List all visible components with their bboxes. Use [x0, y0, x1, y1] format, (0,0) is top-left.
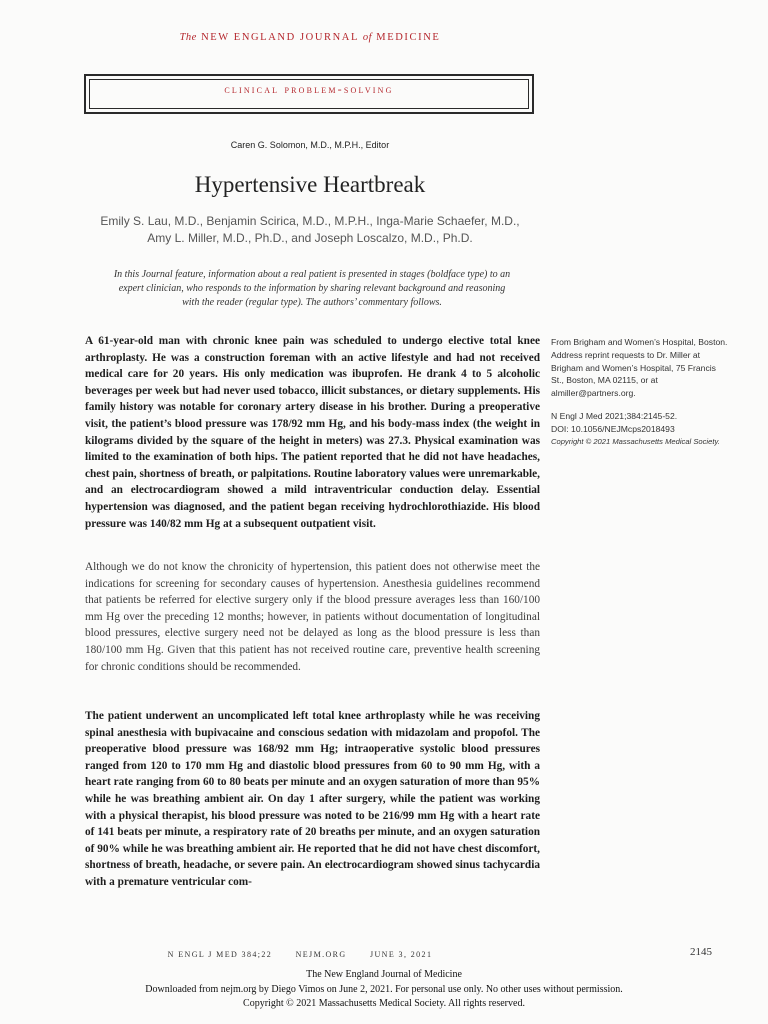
copyright-note: Copyright © 2021 Massachusetts Medical Society.	[551, 436, 720, 446]
journal-header	[0, 32, 620, 43]
journal-header-of: of	[362, 32, 373, 43]
author-line-2: Amy L. Miller, M.D., Ph.D., and Joseph Loscalzo, M.D., Ph.D.	[147, 231, 473, 245]
commentary-paragraph-1: Although we do not know the chronicity of hypertension, this patient does not otherwise meet the indications for screening for secondary causes of hypertension. Anesthesia guidelines recommend that patients be referred for elective surgery only if the blood pressure averages less than 160/100 mm Hg over the preceding 12 months; however, in patients without documentation of longitudinal blood pressures, elective surgery need not be delayed as long as the blood pressure is less than 180/100 mm Hg. Given that this patient has not received routine care, preventive health screening for chronic conditions should be recommended.	[85, 561, 540, 673]
affiliation-note: From Brigham and Women’s Hospital, Boston. Address reprint requests to Dr. Miller at Brigham and Women’s Hospital, 75 Francis St., Boston, MA 02115, or at almiller@partners.org.	[551, 337, 728, 399]
author-list	[60, 213, 560, 247]
feature-intro: In this Journal feature, information about a real patient is presented in stages (boldface type) to an expert clinician, who responds to the information by sharing relevant background and reasoning with the reader (regular type). The authors’ commentary follows.	[113, 269, 511, 308]
section-banner-inner	[89, 79, 529, 109]
download-notice	[0, 968, 768, 1012]
section-label: clinical problem-solving	[224, 81, 394, 96]
journal-header-name: NEW ENGLAND JOURNAL	[201, 32, 359, 43]
download-copyright: Copyright © 2021 Massachusetts Medical Society. All rights reserved.	[243, 998, 525, 1009]
case-paragraph-2: The patient underwent an uncomplicated left total knee arthroplasty while he was receiving spinal anesthesia with bupivacaine and conscious sedation with midazolam and propofol. The preoperative blood pressure was 168/92 mm Hg; intraoperative systolic blood pressures ranged from 120 to 170 mm Hg and diastolic blood pressures from 60 to 90 mm Hg, with a heart rate ranging from 60 to 80 beats per minute and an oxygen saturation of more than 95% while he was breathing ambient air. On day 1 after surgery, while the patient was working with a physical therapist, his blood pressure was noted to be 216/99 mm Hg with a heart rate of 141 beats per minute, a respiratory rate of 20 breaths per minute, and an oxygen saturation of 90% while he was breathing ambient air. He reported that he did not have chest discomfort, shortness of breath, headache, or severe pain. An electrocardiogram showed sinus tachycardia with a premature ventricular com-	[85, 710, 540, 888]
section-banner	[84, 74, 534, 114]
journal-header-the: The	[179, 32, 197, 43]
editor-credit: Caren G. Solomon, M.D., M.P.H., Editor	[230, 140, 390, 150]
doi: DOI: 10.1056/NEJMcps2018493	[551, 423, 675, 434]
journal-header-medicine: MEDICINE	[376, 32, 441, 43]
citation: N Engl J Med 2021;384:2145-52.	[551, 410, 678, 421]
footer-date: JUNE 3, 2021	[369, 950, 433, 959]
footer-site: NEJM.ORG	[295, 950, 347, 959]
running-footer	[0, 950, 600, 959]
author-line-1: Emily S. Lau, M.D., Benjamin Scirica, M.D., M.P.H., Inga-Marie Schaefer, M.D.,	[100, 214, 520, 228]
case-paragraph-1: A 61-year-old man with chronic knee pain was scheduled to undergo elective total knee arthroplasty. He was a construction foreman with an active lifestyle and had not received medical care for 20 years. His only medication was ibuprofen. He drank 4 to 5 alcoholic beverages per week but had never used tobacco, illicit substances, or dietary supplements. His family history was notable for coronary artery disease in his brother. During a preoperative visit, the patient’s blood pressure was 178/92 mm Hg, and his body-mass index (the weight in kilograms divided by the square of the height in meters) was 27.3. Physical examination was limited to the examination of both hips. The patient reported that he did not have headaches, chest pain, shortness of breath, or palpitations. Routine laboratory values were unremarkable, and an electrocardiogram showed a mild intraventricular conduction delay. Essential hypertension was diagnosed, and the patient began receiving hydrochlorothiazide. His blood pressure was 140/82 mm Hg at a subsequent outpatient visit.	[85, 335, 540, 530]
download-line: Downloaded from nejm.org by Diego Vimos on June 2, 2021. For personal use only. No other uses without permission.	[145, 983, 623, 995]
footer-citation: N ENGL J MED 384;22	[167, 950, 273, 959]
article-title: Hypertensive Heartbreak	[194, 172, 426, 197]
page-number: 2145	[690, 946, 712, 958]
download-journal: The New England Journal of Medicine	[306, 969, 462, 980]
article-sidebar	[551, 336, 731, 448]
